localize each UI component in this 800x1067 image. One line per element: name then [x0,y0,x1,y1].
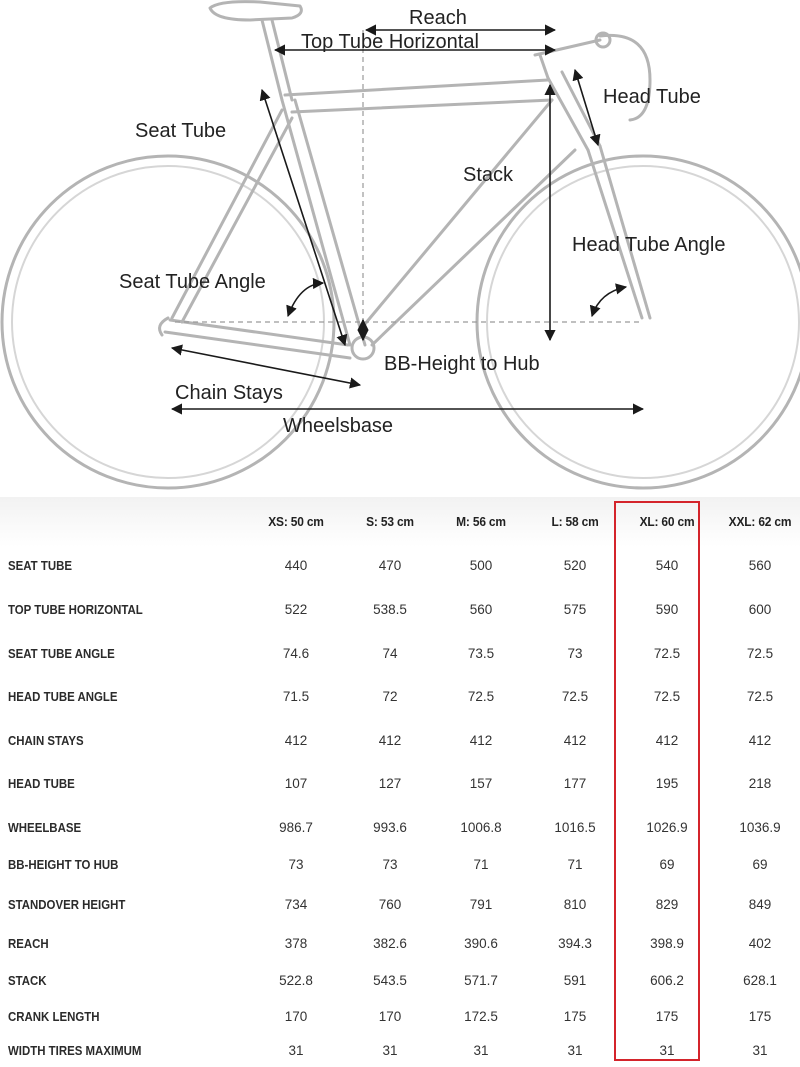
label-wheelsbase: Wheelsbase [283,415,394,437]
table-cell: 849 [748,897,772,912]
row-label: WHEELBASE [8,820,82,835]
table-cell: 218 [748,776,772,791]
seat-tube-angle-arc [288,283,323,316]
row-label: REACH [8,936,49,951]
table-cell: 540 [655,558,679,573]
table-cell: 31 [382,1043,398,1058]
table-cell: 1006.8 [460,820,502,835]
table-cell: 73 [288,857,304,872]
label-stack: Stack [463,164,514,186]
column-header: S: 53 cm [366,514,414,529]
table-cell: 412 [655,733,679,748]
row-label: SEAT TUBE ANGLE [8,646,115,661]
row-label: STACK [8,973,47,988]
table-cell: 734 [284,897,308,912]
table-cell: 127 [378,776,402,791]
table-cell: 560 [469,602,493,617]
table-cell: 522 [284,602,308,617]
row-label: HEAD TUBE [8,776,75,791]
table-cell: 175 [563,1009,587,1024]
table-cell: 195 [655,776,679,791]
table-cell: 500 [469,558,493,573]
label-chain-stays: Chain Stays [175,382,283,404]
label-top-tube-horizontal: Top Tube Horizontal [301,31,479,53]
table-cell: 398.9 [650,936,684,951]
label-seat-tube: Seat Tube [135,120,227,142]
table-cell: 560 [748,558,772,573]
table-cell: 591 [563,973,587,988]
table-cell: 72.5 [746,646,774,661]
table-cell: 175 [748,1009,772,1024]
table-cell: 470 [378,558,402,573]
table-cell: 394.3 [558,936,592,951]
table-cell: 107 [284,776,308,791]
table-cell: 390.6 [464,936,498,951]
table-cell: 73 [567,646,583,661]
table-cell: 72 [382,689,398,704]
highlighted-size-column [614,501,700,1061]
table-cell: 31 [473,1043,489,1058]
bike-geometry-diagram [0,0,800,495]
column-header: L: 58 cm [551,514,599,529]
table-cell: 69 [659,857,675,872]
diagram-labels [119,7,725,437]
table-cell: 378 [284,936,308,951]
row-label: HEAD TUBE ANGLE [8,689,118,704]
table-cell: 74.6 [282,646,310,661]
table-cell: 74 [382,646,398,661]
row-label: TOP TUBE HORIZONTAL [8,602,143,617]
table-cell: 73.5 [467,646,495,661]
column-header: XL: 60 cm [639,514,695,529]
row-label: SEAT TUBE [8,558,72,573]
table-cell: 810 [563,897,587,912]
table-cell: 538.5 [373,602,407,617]
table-cell: 760 [378,897,402,912]
head-tube-angle-arc [592,287,626,316]
table-cell: 791 [469,897,493,912]
table-cell: 72.5 [467,689,495,704]
table-cell: 1026.9 [646,820,688,835]
row-label: BB-HEIGHT TO HUB [8,857,119,872]
column-header: XXL: 62 cm [728,514,792,529]
table-cell: 157 [469,776,493,791]
column-header: XS: 50 cm [268,514,324,529]
table-cell: 31 [752,1043,768,1058]
label-reach: Reach [409,7,467,29]
table-cell: 73 [382,857,398,872]
table-cell: 440 [284,558,308,573]
table-cell: 170 [378,1009,402,1024]
table-cell: 575 [563,602,587,617]
table-cell: 72.5 [561,689,589,704]
table-cell: 590 [655,602,679,617]
table-cell: 571.7 [464,973,498,988]
table-cell: 606.2 [650,973,684,988]
row-label: WIDTH TIRES MAXIMUM [8,1043,142,1058]
table-cell: 1036.9 [739,820,781,835]
column-header: M: 56 cm [456,514,506,529]
table-cell: 1016.5 [554,820,596,835]
table-cell: 71 [567,857,583,872]
table-cell: 412 [469,733,493,748]
table-cell: 175 [655,1009,679,1024]
table-cell: 72.5 [746,689,774,704]
table-cell: 522.8 [279,973,313,988]
table-cell: 71.5 [282,689,310,704]
table-cell: 993.6 [373,820,407,835]
label-seat-tube-angle: Seat Tube Angle [119,271,266,293]
table-cell: 402 [748,936,772,951]
table-cell: 520 [563,558,587,573]
table-cell: 543.5 [373,973,407,988]
table-cell: 829 [655,897,679,912]
table-cell: 412 [748,733,772,748]
table-cell: 71 [473,857,489,872]
label-bb-height-to-hub: BB-Height to Hub [384,353,540,375]
table-cell: 986.7 [279,820,313,835]
table-cell: 72.5 [653,689,681,704]
table-cell: 382.6 [373,936,407,951]
table-cell: 72.5 [653,646,681,661]
table-cell: 170 [284,1009,308,1024]
row-label: STANDOVER HEIGHT [8,897,126,912]
table-cell: 628.1 [743,973,777,988]
table-cell: 31 [288,1043,304,1058]
table-cell: 412 [563,733,587,748]
label-head-tube-angle: Head Tube Angle [572,234,726,256]
table-cell: 69 [752,857,768,872]
table-cell: 600 [748,602,772,617]
row-label: CHAIN STAYS [8,733,84,748]
label-head-tube: Head Tube [603,86,701,108]
table-cell: 177 [563,776,587,791]
row-label: CRANK LENGTH [8,1009,100,1024]
table-cell: 172.5 [464,1009,498,1024]
table-cell: 412 [284,733,308,748]
table-cell: 31 [567,1043,583,1058]
table-cell: 412 [378,733,402,748]
table-cell: 31 [659,1043,675,1058]
geometry-table [0,497,800,1067]
